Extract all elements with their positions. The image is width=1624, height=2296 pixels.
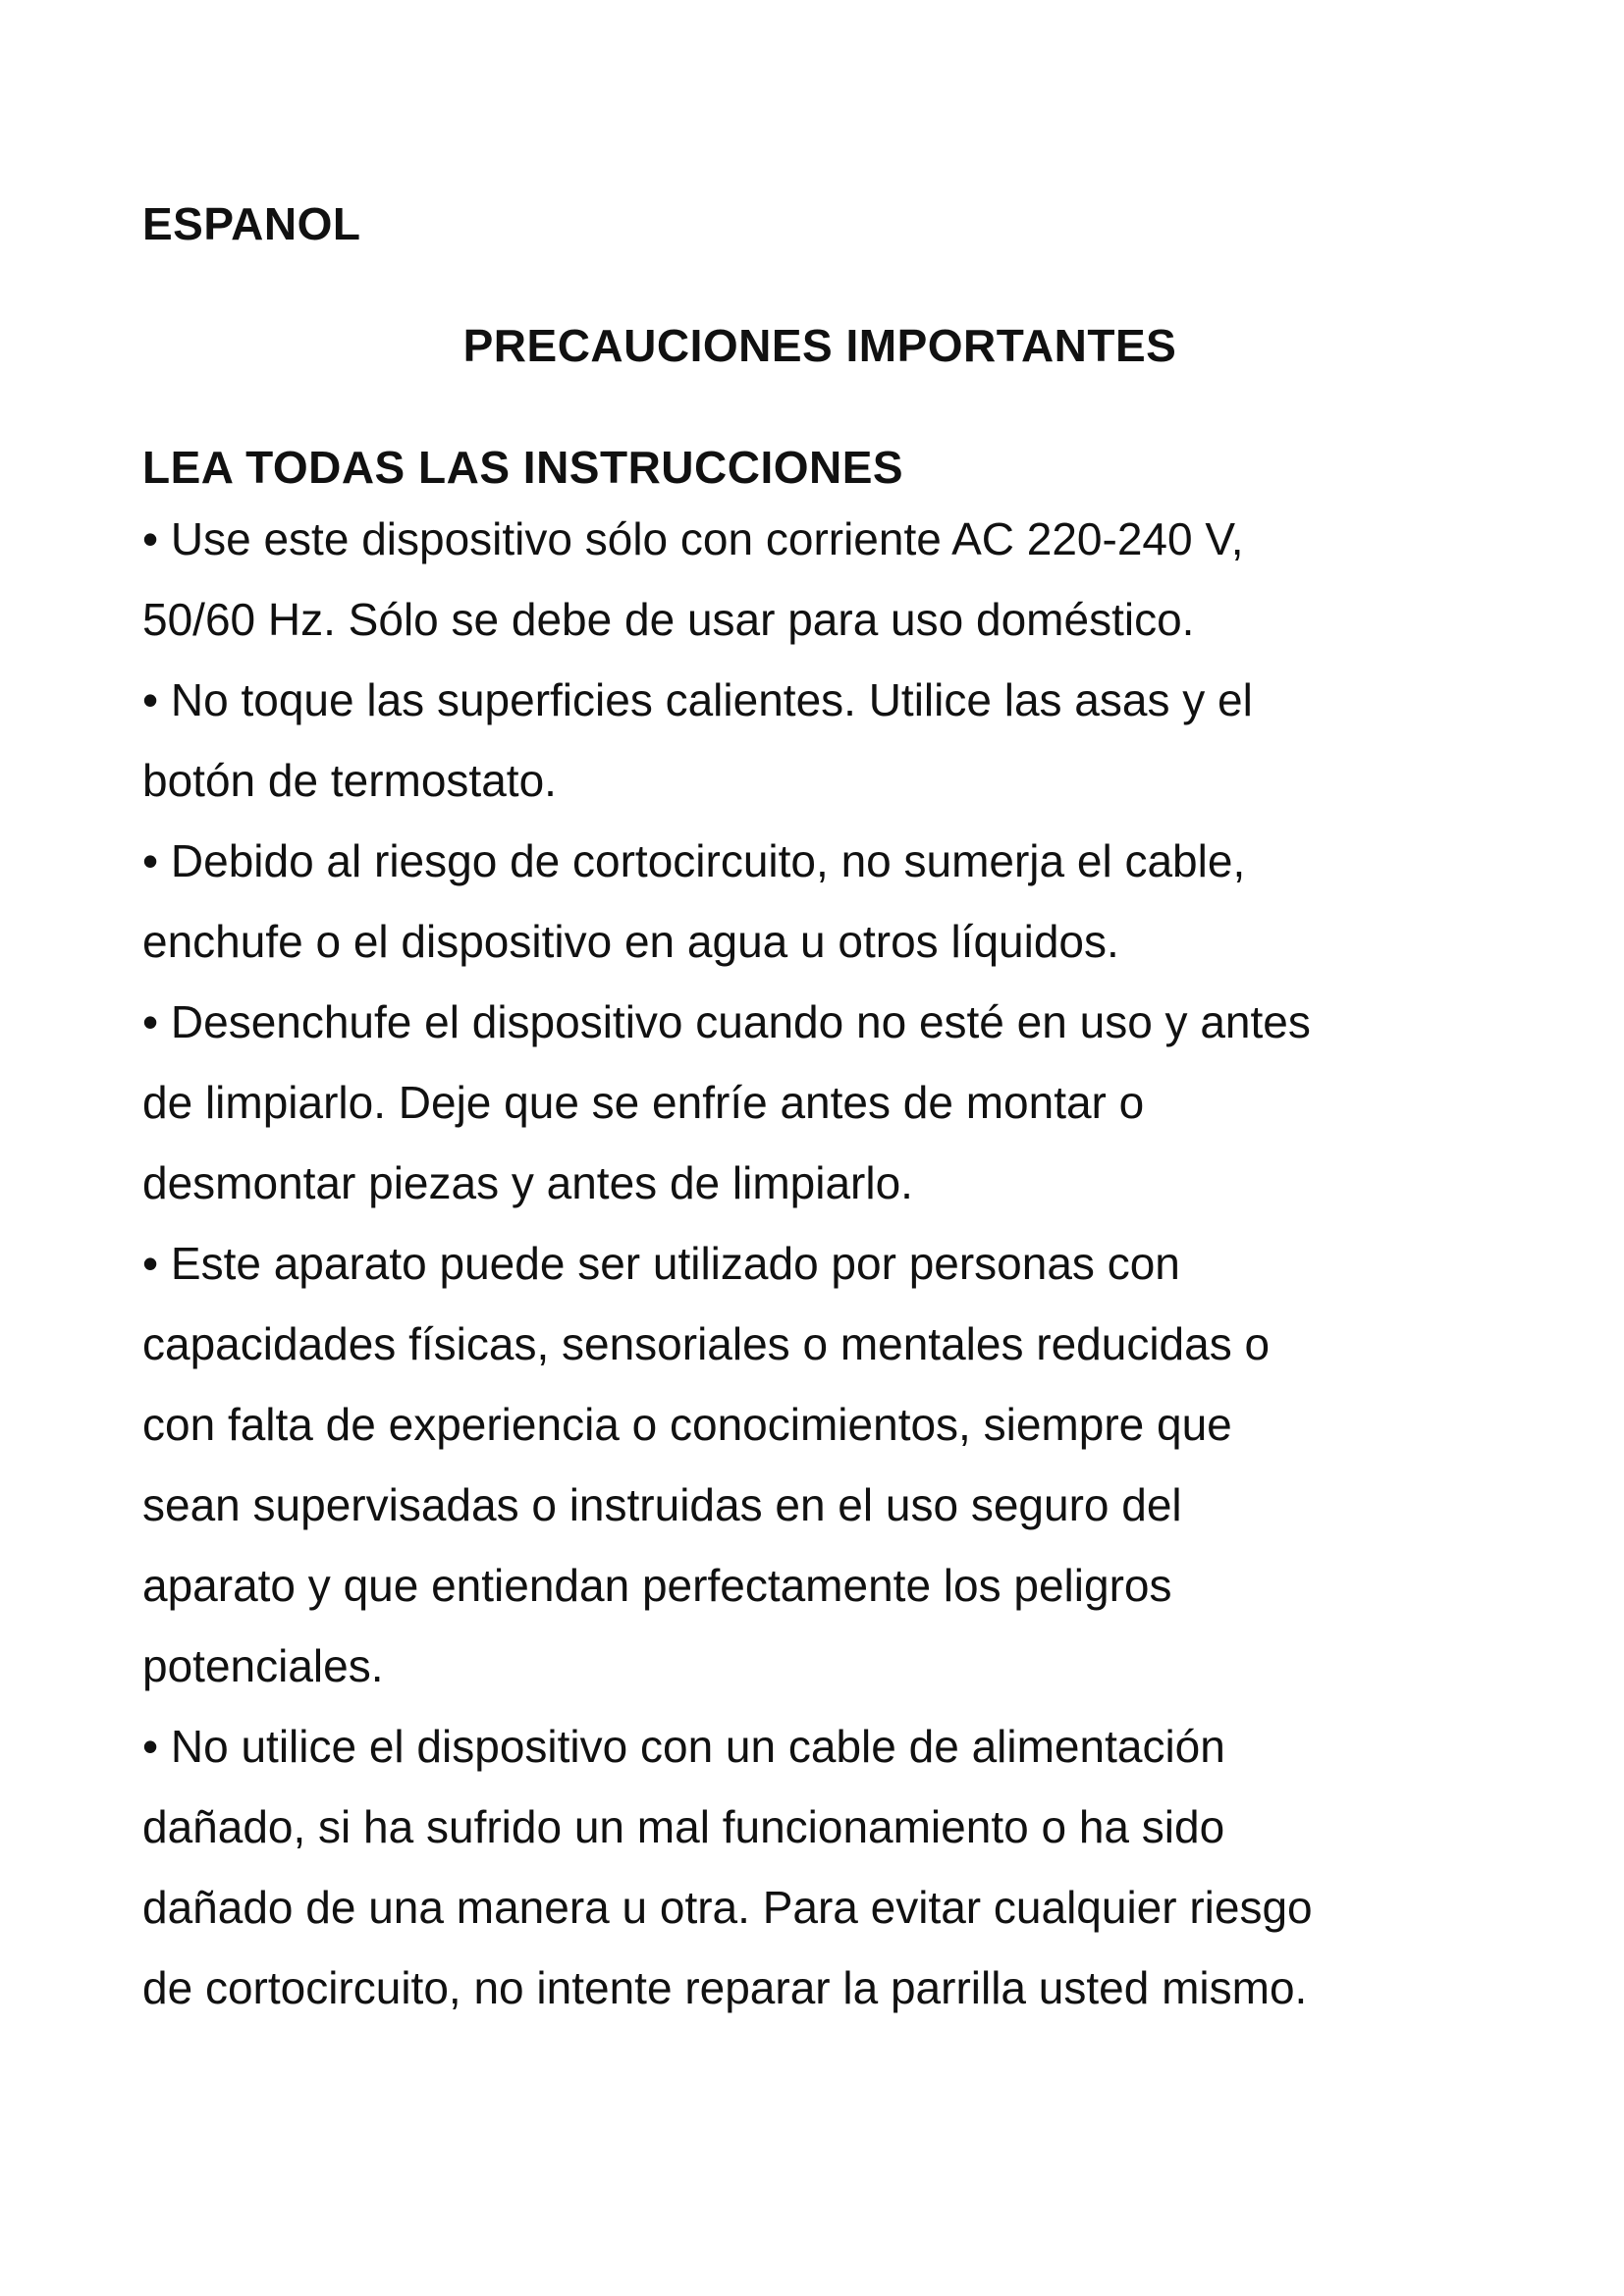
section-heading: LEA TODAS LAS INSTRUCCIONES bbox=[142, 442, 904, 493]
precaution-line: dañado, si ha sufrido un mal funcionamiento o ha sido bbox=[142, 1801, 1225, 1852]
precaution-line: dañado de una manera u otra. Para evitar cualquier riesgo bbox=[142, 1882, 1313, 1933]
precaution-line: enchufe o el dispositivo en agua u otros líquidos. bbox=[142, 916, 1119, 967]
precaution-line: 50/60 Hz. Sólo se debe de usar para uso doméstico. bbox=[142, 594, 1195, 645]
precaution-item bbox=[142, 982, 1517, 1223]
precaution-item bbox=[142, 499, 1517, 660]
precaution-line: • No toque las superficies calientes. Utilice las asas y el bbox=[142, 674, 1253, 725]
precaution-item bbox=[142, 1706, 1517, 2028]
precaution-line: • Debido al riesgo de cortocircuito, no sumerja el cable, bbox=[142, 835, 1246, 886]
precaution-line: • Desenchufe el dispositivo cuando no esté en uso y antes bbox=[142, 996, 1311, 1047]
precaution-item bbox=[142, 821, 1517, 982]
precaution-line: • No utilice el dispositivo con un cable de alimentación bbox=[142, 1721, 1225, 1772]
precaution-item bbox=[142, 660, 1517, 821]
precaution-line: botón de termostato. bbox=[142, 755, 557, 806]
precaution-line: con falta de experiencia o conocimientos, siempre que bbox=[142, 1399, 1232, 1450]
precaution-line: capacidades físicas, sensoriales o mentales reducidas o bbox=[142, 1318, 1271, 1369]
precaution-item bbox=[142, 1223, 1517, 1706]
precaution-line: potenciales. bbox=[142, 1640, 384, 1691]
precaution-line: aparato y que entiendan perfectamente los peligros bbox=[142, 1560, 1172, 1611]
precaution-line: • Use este dispositivo sólo con corriente AC 220-240 V, bbox=[142, 513, 1244, 564]
precaution-line: desmontar piezas y antes de limpiarlo. bbox=[142, 1157, 913, 1208]
precaution-line: sean supervisadas o instruidas en el uso seguro del bbox=[142, 1479, 1182, 1530]
precautions-list bbox=[142, 499, 1517, 2028]
document-page bbox=[142, 196, 1517, 2028]
precaution-line: de limpiarlo. Deje que se enfríe antes de montar o bbox=[142, 1077, 1145, 1128]
document-title: PRECAUCIONES IMPORTANTES bbox=[462, 320, 1177, 371]
language-heading: ESPANOL bbox=[142, 198, 361, 249]
precaution-line: de cortocircuito, no intente reparar la parrilla usted mismo. bbox=[142, 1962, 1308, 2013]
precaution-line: • Este aparato puede ser utilizado por personas con bbox=[142, 1238, 1180, 1289]
